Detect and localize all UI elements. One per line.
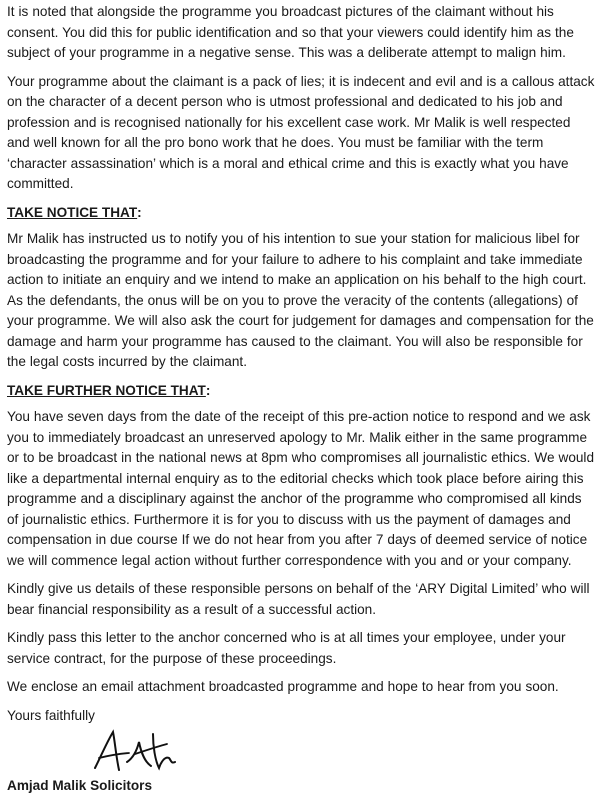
paragraph-intention-to-sue: Mr Malik has instructed us to notify you of his intention to sue your station for malicious libel for broadcasting the programme and for your failure to adhere to his complaint and take immediate action to initiate an enquiry and we intend to make an application on his behalf to the high court. As the defendants, the onus will be on you to prove the veracity of the contents (allegations) of your programme. We will also ask the court for judgement for damages and compensation for the damage and harm your programme has caused to the claimant. You will also be responsible for the legal costs incurred by the claimant. xyxy=(7,231,594,369)
paragraph-enclose-attachment: We enclose an email attachment broadcasted programme and hope to hear from you soon. xyxy=(7,679,559,694)
heading-take-notice-colon: : xyxy=(137,204,142,220)
paragraph-responsible-persons: Kindly give us details of these responsible persons on behalf of the ‘ARY Digital Limited’ who will bear financial responsibility as a result of a successful action. xyxy=(7,581,590,617)
heading-take-further-notice xyxy=(7,381,595,402)
paragraph-pictures-without-consent: It is noted that alongside the programme you broadcast pictures of the claimant without his consent. You did this for public identification and so that your viewers could identify him as the subject of your programme in a negative sense. This was a deliberate attempt to malign him. xyxy=(7,4,574,60)
heading-take-notice-text: TAKE NOTICE THAT xyxy=(7,204,138,220)
closing-salutation: Yours faithfully xyxy=(7,707,95,723)
heading-take-notice xyxy=(7,203,595,224)
heading-take-further-notice-text: TAKE FURTHER NOTICE THAT xyxy=(7,382,206,398)
heading-take-further-notice-colon: : xyxy=(205,382,211,398)
paragraph-pack-of-lies: Your programme about the claimant is a pack of lies; it is indecent and evil and is a callous attack on the character of a decent person who is utmost professional and dedicated to his job and profession and is recognised nationally for his excellent case work. Mr Malik is well respected and well known for all the pro bono work that he does. You must be familiar with the term ‘character assassination’ which is a moral and ethical crime and this is exactly what you have committed. xyxy=(7,73,595,191)
paragraph-seven-days: You have seven days from the date of the receipt of this pre-action notice to respond and we ask you to immediately broadcast an unreserved apology to Mr. Malik either in the same programme or to be broadcast in the national news at 8pm who compromises all journalistic ethics. We would like a departmental internal enquiry as to the editorial checks which took place before airing this programme and a disciplinary against the anchor of the programme who compromised all kinds of journalistic ethics. Furthermore it is for you to discuss with us the payment of damages and compensation in due course If we do not hear from you after 7 days of deemed service of notice we will commence legal action without further correspondence with you and or your company. xyxy=(7,409,595,568)
paragraph-pass-letter: Kindly pass this letter to the anchor concerned who is at all times your employee, under your service contract, for the purpose of these proceedings. xyxy=(7,630,566,666)
handwritten-signature xyxy=(89,728,209,776)
signatory-firm-name: Amjad Malik Solicitors xyxy=(7,778,153,793)
